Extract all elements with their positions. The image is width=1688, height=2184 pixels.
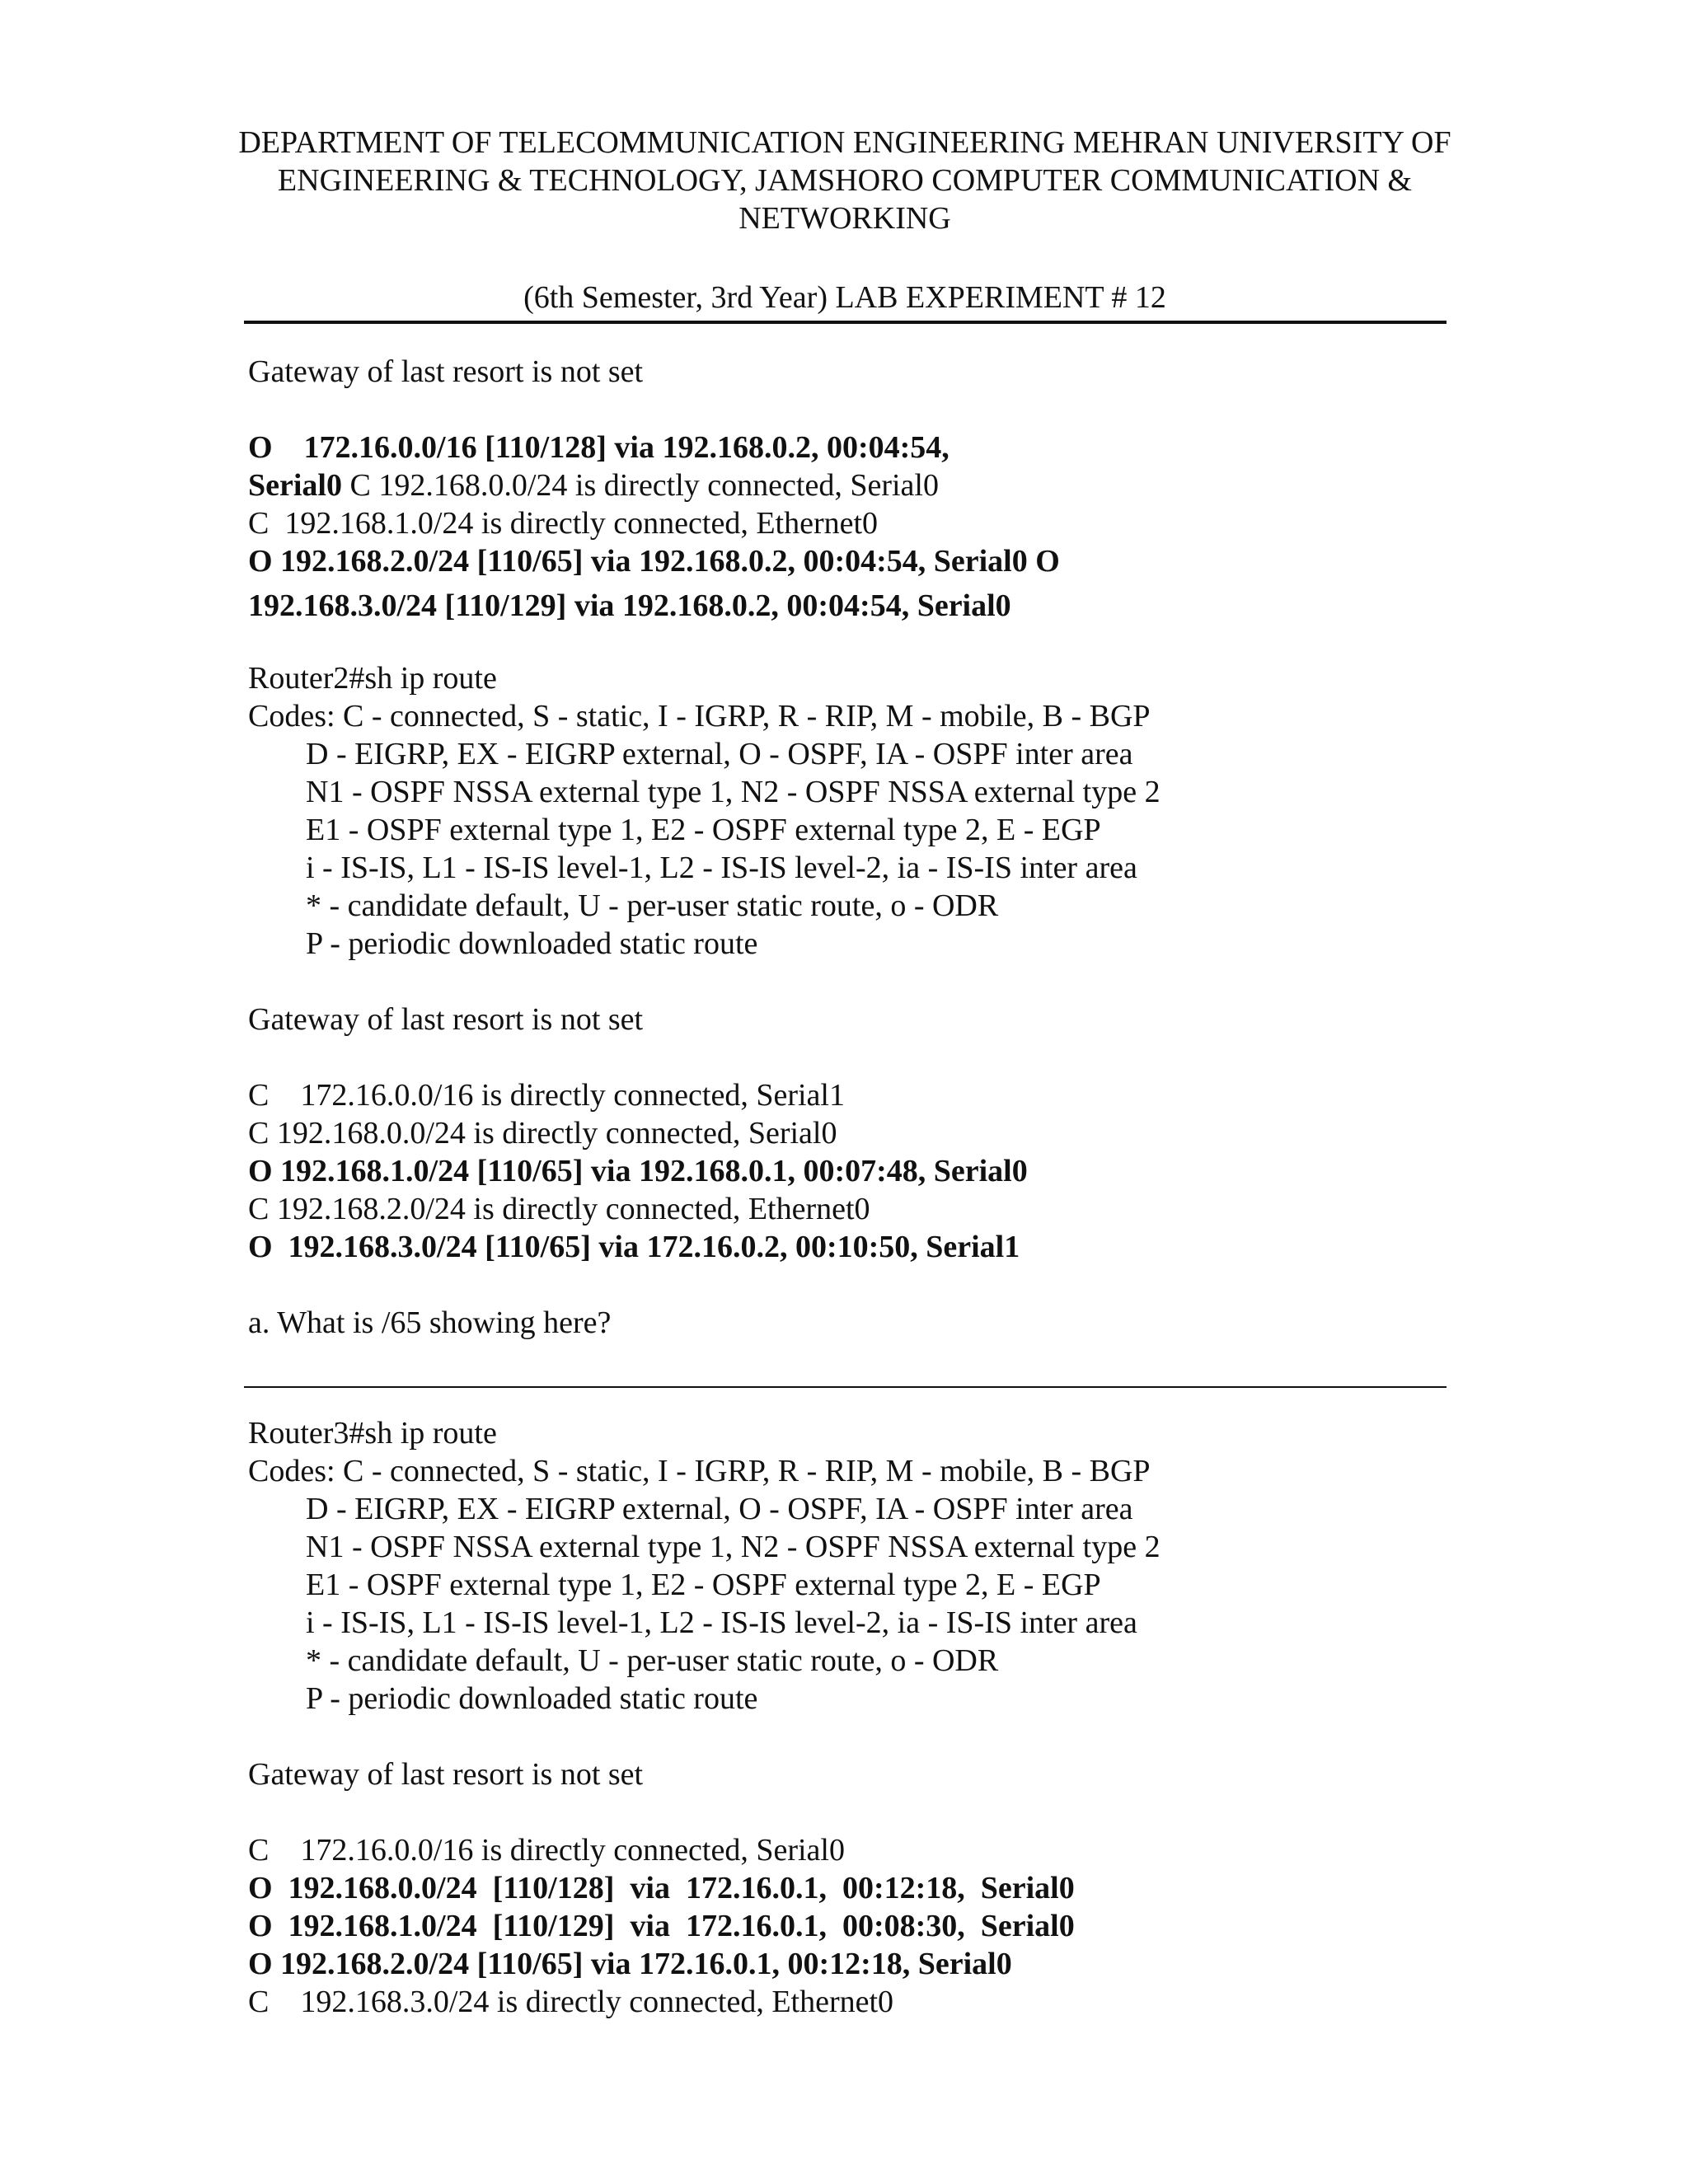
router3-codes-line: * - candidate default, U - per-user static route, o - ODR [306,1643,999,1678]
router3-route: O 192.168.1.0/24 [110/129] via 172.16.0.1, 00:08:30, Serial0 [248,1909,1075,1943]
router1-route-line: O 172.16.0.0/16 [110/128] via 192.168.0.2, 00:04:54, [248,430,950,465]
router2-route: C 192.168.0.0/24 is directly connected, Serial0 [248,1116,837,1151]
router3-codes-line: D - EIGRP, EX - EIGRP external, O - OSPF, IA - OSPF inter area [306,1492,1133,1526]
router3-route: C 172.16.0.0/16 is directly connected, Serial0 [248,1833,845,1868]
answer-line [244,1386,1447,1388]
router2-codes-line: i - IS-IS, L1 - IS-IS level-1, L2 - IS-IS level-2, ia - IS-IS inter area [306,851,1137,885]
router2-codes-line: N1 - OSPF NSSA external type 1, N2 - OSPF NSSA external type 2 [306,775,1160,809]
router1-route-line [248,466,939,504]
router3-gateway: Gateway of last resort is not set [248,1757,644,1792]
router2-codes-line: Codes: C - connected, S - static, I - IGRP, R - RIP, M - mobile, B - BGP [248,699,1151,733]
router2-command: Router2#sh ip route [248,661,497,696]
router2-gateway: Gateway of last resort is not set [248,1002,644,1037]
header-divider [244,321,1447,324]
route-text: C 192.168.0.0/24 is directly connected, Serial0 [341,468,939,503]
router3-codes-line: N1 - OSPF NSSA external type 1, N2 - OSPF NSSA external type 2 [306,1530,1160,1564]
router3-codes-line: i - IS-IS, L1 - IS-IS level-1, L2 - IS-IS level-2, ia - IS-IS inter area [306,1605,1137,1640]
router2-codes-line: * - candidate default, U - per-user static route, o - ODR [306,888,999,923]
router2-codes-line: E1 - OSPF external type 1, E2 - OSPF external type 2, E - EGP [306,813,1101,847]
router1-route-line: 192.168.3.0/24 [110/129] via 192.168.0.2, 00:04:54, Serial0 [248,588,1011,623]
router1-route-line: O 192.168.2.0/24 [110/65] via 192.168.0.2, 00:04:54, Serial0 O [248,544,1060,579]
router3-codes-line: P - periodic downloaded static route [306,1681,758,1716]
router2-codes-line: D - EIGRP, EX - EIGRP external, O - OSPF, IA - OSPF inter area [306,737,1133,771]
route-interface: Serial0 [248,468,342,503]
router3-command: Router3#sh ip route [248,1416,497,1451]
question-text: a. What is /65 showing here? [248,1305,612,1340]
document-title: DEPARTMENT OF TELECOMMUNICATION ENGINEERING MEHRAN UNIVERSITY OF ENGINEERING & TECHNOLOGY, JAMSHORO COMPUTER COMMUNICATION & NETWORKING [238,125,1451,236]
router3-codes-line: Codes: C - connected, S - static, I - IGRP, R - RIP, M - mobile, B - BGP [248,1454,1151,1488]
router2-codes-line: P - periodic downloaded static route [306,926,758,961]
router3-route: O 192.168.2.0/24 [110/65] via 172.16.0.1, 00:12:18, Serial0 [248,1947,1012,1981]
router2-route: C 172.16.0.0/16 is directly connected, Serial1 [248,1078,845,1113]
router2-route: O 192.168.3.0/24 [110/65] via 172.16.0.2, 00:10:50, Serial1 [248,1230,1020,1264]
router3-route: O 192.168.0.0/24 [110/128] via 172.16.0.1, 00:12:18, Serial0 [248,1871,1075,1905]
router3-route: C 192.168.3.0/24 is directly connected, Ethernet0 [248,1985,894,2019]
router1-gateway: Gateway of last resort is not set [248,354,644,389]
router2-route: O 192.168.1.0/24 [110/65] via 192.168.0.1, 00:07:48, Serial0 [248,1154,1028,1188]
router2-route: C 192.168.2.0/24 is directly connected, Ethernet0 [248,1192,870,1226]
router1-route-line: C 192.168.1.0/24 is directly connected, Ethernet0 [248,506,879,541]
router3-codes-line: E1 - OSPF external type 1, E2 - OSPF external type 2, E - EGP [306,1568,1101,1602]
lab-subtitle: (6th Semester, 3rd Year) LAB EXPERIMENT # 12 [523,280,1166,315]
